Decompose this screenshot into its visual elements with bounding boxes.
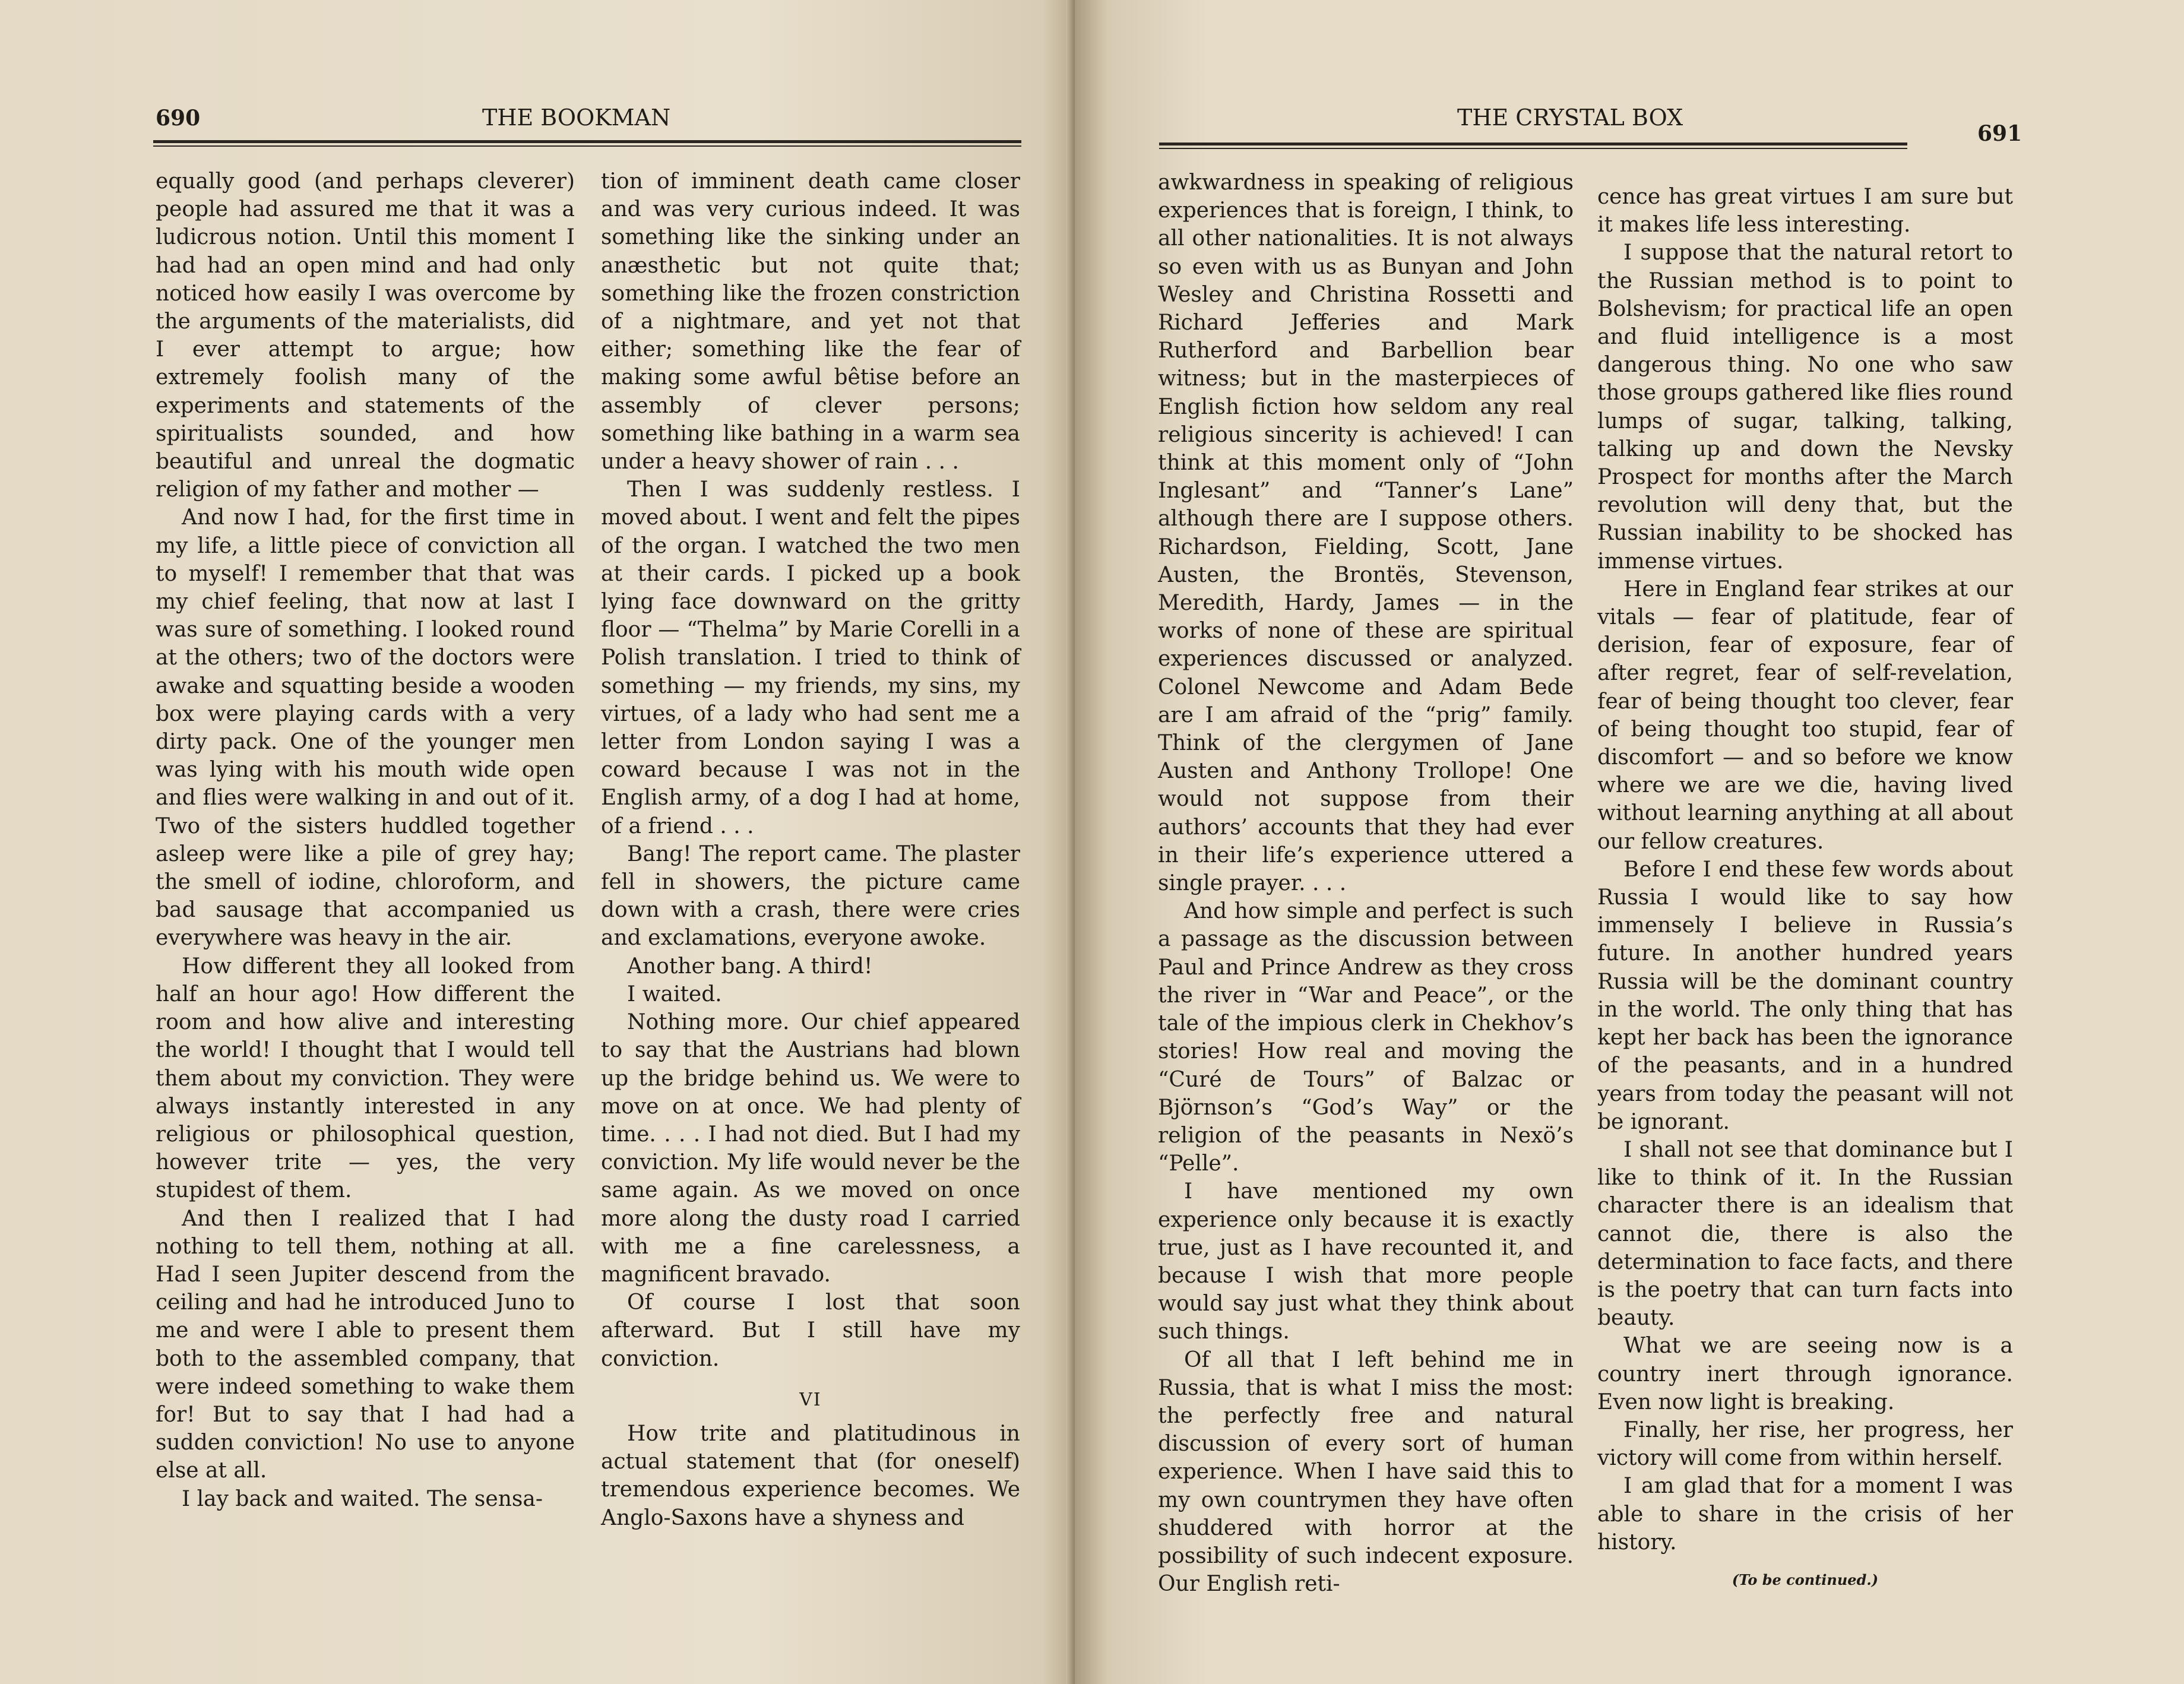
paragraph: I waited. [627, 982, 722, 1006]
paragraph: I am glad that for a moment I was able to share in the crisis of her history. [1597, 1474, 2013, 1555]
paragraph: Of course I lost that soon afterward. But I still have my conviction. [601, 1290, 1020, 1371]
paragraph: Here in England fear strikes at our vitals — fear of platitude, fear of derision, fear of exposure, fear of after regret, fear of self-revelation, fear of being thought too clever, fear of being thought too stupid, fear of discomfort — and so before we know where we are we die, having lived without learning anything at all about our fellow creatures. [1597, 577, 2013, 854]
paragraph: Bang! The report came. The plaster fell in showers, the picture came down with a crash, there were cries and exclamations, everyone awoke. [601, 841, 1020, 951]
left-column-2 [601, 167, 1020, 1532]
to-be-continued-note: (To be continued.) [1732, 1571, 1879, 1588]
paragraph: Before I end these few words about Russia I would like to say how immensely I believe in Russia’s future. In another hundred years Russia will be the dominant country in the world. The only thing that has kept her back has been the ignorance of the peasants, and in a hundred years from today the peasant will not be ignorant. [1597, 857, 2013, 1134]
right-column-1 [1158, 169, 1574, 1598]
paragraph: Of all that I left behind me in Russia, that is what I miss the most: the perfectly free and natural discussion of every sort of human experience. When I have said this to my own countrymen they have often shuddered with horror at the possibility of such indecent exposure. Our English reti- [1158, 1347, 1574, 1597]
section-number: VI [799, 1389, 822, 1410]
paragraph: tion of imminent death came closer and was very curious indeed. It was something like the sinking under an anæsthetic but not quite that; something like the frozen constriction of a nightmare, and yet not that either; something like the fear of making some awful bêtise before an assembly of clever persons; something like bathing in a warm sea under a heavy shower of rain . . . [601, 169, 1020, 474]
paragraph: awkwardness in speaking of religious experiences that is foreign, I think, to all other nationalities. It is not always so even with us as Bunyan and John Wesley and Christina Rossetti and Richard Jefferies and Mark Rutherford and Barbellion bear witness; but in the masterpieces of English fiction how seldom any real religious sincerity is achieved! I can think at this moment only of “John Inglesant” and “Tanner’s Lane” although there are I suppose others. Richardson, Fielding, Scott, Jane Austen, the Brontës, Stevenson, Meredith, Hardy, James — in the works of none of these are spiritual experiences discussed or analyzed. Colonel Newcome and Adam Bede are I am afraid of the “prig” family. Think of the clergymen of Jane Austen and Anthony Trollope! One would not suppose from their authors’ accounts that they had ever in their life’s experience uttered a single prayer. . . . [1158, 170, 1574, 896]
header-rule-right [1159, 143, 1907, 149]
running-title-left: THE BOOKMAN [482, 105, 671, 131]
paragraph: And how simple and perfect is such a passage as the discussion between Paul and Prince Andrew as they cross the river in “War and Peace”, or the tale of the impious clerk in Chekhov’s stories! How real and moving the “Curé de Tours” of Balzac or Björnson’s “God’s Way” or the religion of the peasants in Nexö’s “Pelle”. [1158, 899, 1574, 1176]
paragraph: equally good (and perhaps cleverer) people had assured me that it was a ludicrous notion. Until this moment I had had an open mind and had only noticed how easily I was overcome by the arguments of the materialists, did I ever attempt to argue; how extremely foolish many of the experiments and statements of the spiritualists sounded, and how beautiful and unreal the dogmatic religion of my father and mother — [156, 169, 575, 502]
right-column-2 [1597, 183, 2013, 1594]
paragraph: cence has great virtues I am sure but it makes life less interesting. [1597, 185, 2013, 238]
paragraph: I have mentioned my own experience only because it is exactly true, just as I have recounted it, and because I wish that more people would say just what they think about such things. [1158, 1179, 1574, 1344]
left-page [0, 0, 1075, 1684]
paragraph: I suppose that the natural retort to the Russian method is to point to Bolshevism; for practical life an open and fluid intelligence is a most dangerous thing. No one who saw those groups gathered like flies round lumps of sugar, talking, talking, talking up and down the Nevsky Prospect for months after the March revolution will deny that, but the Russian inability to be shocked has immense virtues. [1597, 240, 2013, 574]
paragraph: And then I realized that I had nothing to tell them, nothing at all. Had I seen Jupiter descend from the ceiling and had he introduced Juno to me and were I able to present them both to the assembled company, that were indeed something to wake them for! But to say that I had had a sudden conviction! No use to anyone else at all. [156, 1206, 575, 1483]
running-title-right: THE CRYSTAL BOX [1457, 105, 1683, 131]
right-page [1075, 0, 2184, 1684]
paragraph: I shall not see that dominance but I like to think of it. In the Russian character there is an idealism that cannot die, there is also the determination to face facts, and there is the poetry that can turn facts into beauty. [1597, 1137, 2013, 1331]
paragraph: How trite and platitudinous in actual statement that (for oneself) tremendous experience becomes. We Anglo-Saxons have a shyness and [601, 1421, 1020, 1530]
page-number-right: 691 [1977, 121, 2022, 146]
paragraph: I lay back and waited. The sensa- [182, 1486, 543, 1511]
paragraph: And now I had, for the first time in my life, a little piece of conviction all to myself! I remember that that was my chief feeling, that now at last I was sure of something. I looked round at the others; two of the doctors were awake and squatting beside a wooden box were playing cards with a very dirty pack. One of the younger men was lying with his mouth wide open and flies were walking in and out of it. Two of the sisters huddled together asleep were like a pile of grey hay; the smell of iodine, chloroform, and bad sausage that accompanied us everywhere was heavy in the air. [156, 505, 575, 951]
paragraph: What we are seeing now is a country inert through ignorance. Even now light is breaking. [1597, 1334, 2013, 1414]
paragraph: Then I was suddenly restless. I moved about. I went and felt the pipes of the organ. I watched the two men at their cards. I picked up a book lying face downward on the gritty floor — “Thelma” by Marie Corelli in a Polish translation. I tried to think of something — my friends, my sins, my virtues, of a lady who had sent me a letter from London saying I was a coward because I was not in the English army, of a dog I had at home, of a friend . . . [601, 477, 1020, 838]
header-rule-left [153, 140, 1021, 147]
paragraph: Nothing more. Our chief appeared to say that the Austrians had blown up the bridge behind us. We were to move on at once. We had plenty of time. . . . I had not died. But I had my conviction. My life would never be the same again. As we moved on once more along the dusty road I carried with me a fine carelessness, a magnificent bravado. [601, 1010, 1020, 1287]
paragraph: Another bang. A third! [627, 954, 873, 979]
paragraph: How different they all looked from half an hour ago! How different the room and how alive and interesting the world! I thought that I would tell them about my conviction. They were always instantly interested in any religious or philosophical question, however trite — yes, the very stupidest of them. [156, 954, 575, 1203]
paragraph: Finally, her rise, her progress, her victory will come from within herself. [1597, 1417, 2013, 1471]
left-column-1 [156, 167, 575, 1513]
page-number-left: 690 [156, 106, 201, 131]
